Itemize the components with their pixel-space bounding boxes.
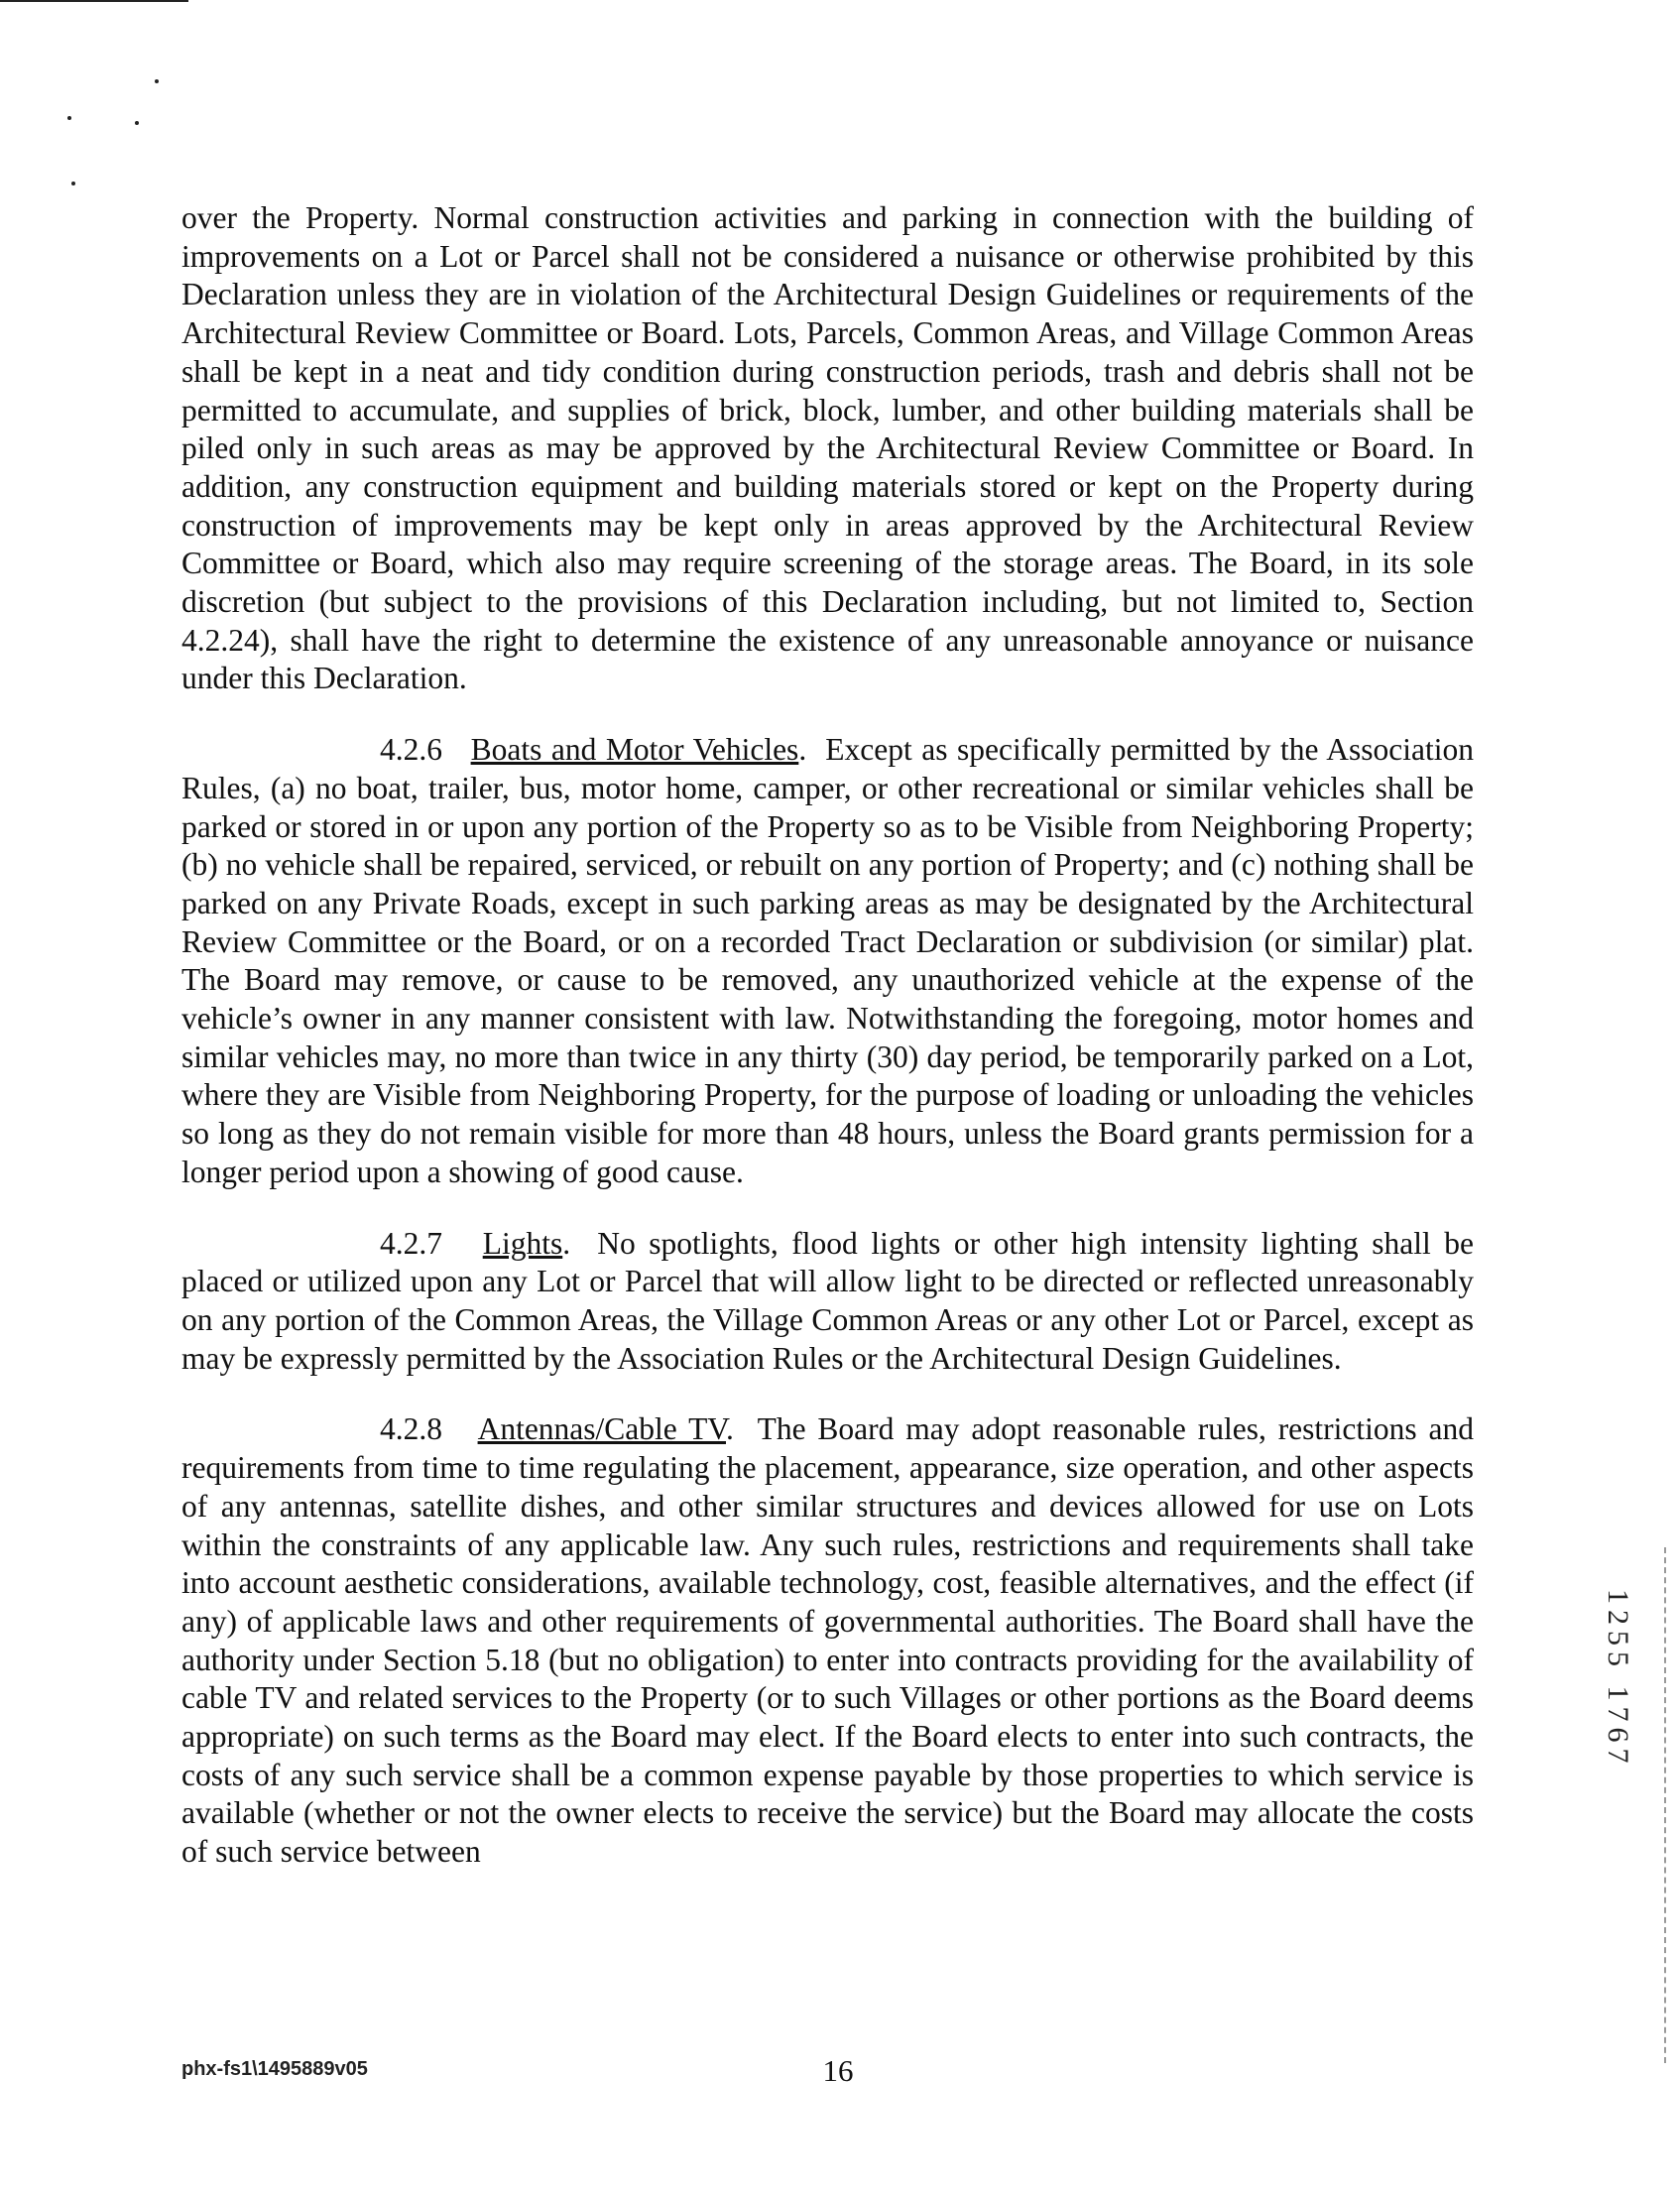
section-heading: Boats and Motor Vehicles <box>470 732 799 768</box>
footer-document-id: phx-fs1\1495889v05 <box>181 2058 368 2080</box>
section-text: No spotlights, flood lights or other high intensity lighting shall be placed or utilized upon any Lot or Parcel that will allow light to be directed or reflected unreasonably on any portion of the Common Areas, the Village Common Areas or any other Lot or Parcel, except as may be expressly permitted by the Association Rules or the Architectural Design Guidelines. <box>181 1225 1474 1376</box>
recording-stamp <box>1599 1589 1638 1986</box>
recording-stamp-number: 1255 1767 <box>1602 1589 1634 1770</box>
paragraph-text: over the Property. Normal construction activities and parking in connection with the building of improvements on a Lot or Parcel shall not be considered a nuisance or otherwise prohibited by this Declaration unless they are in violation of the Architectural Design Guidelines or requirements of the Architectural Review Committee or Board. Lots, Parcels, Common Areas, and Village Common Areas shall be kept in a neat and tidy condition during construction periods, trash and debris shall not be permitted to accumulate, and supplies of brick, block, lumber, and other building materials shall be piled only in such areas as may be approved by the Architectural Review Committee or Board. In addition, any construction equipment and building materials stored or kept on the Property during construction of improvements may be kept only in areas approved by the Architectural Review Committee or Board, which also may require screening of the storage areas. The Board, in its sole discretion (but subject to the provisions of this Declaration including, but not limited to, Section 4.2.24), shall have the right to determine the existence of any unreasonable annoyance or nuisance under this Declaration. <box>181 200 1474 696</box>
section-4-2-8: 4.2.8 Antennas/Cable TV. The Board may adopt reasonable rules, restrictions and requirements from time to time regulating the placement, appearance, size operation, and other aspects of any antennas, satellite dishes, and other similar structures and devices allowed for use on Lots within the constraints of any applicable law. Any such rules, restrictions and requirements shall take into account aesthetic considerations, available technology, cost, feasible alternatives, and the effect (if any) of applicable laws and other requirements of governmental authorities. The Board shall have the authority under Section 5.18 (but no obligation) to enter into contracts providing for the availability of cable TV and related services to the Property (or to such Villages or other portions as the Board deems appropriate) on such terms as the Board may elect. If the Board elects to enter into such contracts, the costs of any such service shall be a common expense payable by those properties to which service is available (whether or not the owner elects to receive the service) but the Board may allocate the costs of such service between <box>181 1411 1474 1870</box>
section-number: 4.2.8 <box>380 1411 442 1447</box>
section-text: The Board may adopt reasonable rules, restrictions and requirements from time to time regulating the placement, appearance, size operation, and other aspects of any antennas, satellite dishes, and other similar structures and devices allowed for use on Lots within the constraints of any applicable law. Any such rules, restrictions and requirements shall take into account aesthetic considerations, available technology, cost, feasible alternatives, and the effect (if any) of applicable laws and other requirements of governmental authorities. The Board shall have the authority under Section 5.18 (but no obligation) to enter into contracts providing for the availability of cable TV and related services to the Property (or to such Villages or other portions as the Board deems appropriate) on such terms as the Board may elect. If the Board elects to enter into such contracts, the costs of any such service shall be a common expense payable by those properties to which service is available (whether or not the owner elects to receive the service) but the Board may allocate the costs of such service between <box>181 1411 1474 1870</box>
section-text: Except as specifically permitted by the Association Rules, (a) no boat, trailer, bus, motor home, camper, or other recreational or similar vehicles shall be parked or stored in or upon any portion of the Property so as to be Visible from Neighboring Property; (b) no vehicle shall be repaired, serviced, or rebuilt on any portion of Property; and (c) nothing shall be parked on any Private Roads, except in such parking areas as may be designated by the Architectural Review Committee or the Board, or on a recorded Tract Declaration or subdivision (or similar) plat. The Board may remove, or cause to be removed, any unauthorized vehicle at the expense of the vehicle’s owner in any manner consistent with law. Notwithstanding the foregoing, motor homes and similar vehicles may, no more than twice in any thirty (30) day period, be temporarily parked on a Lot, where they are Visible from Neighboring Property, for the purpose of loading or unloading the vehicles so long as they do not remain visible for more than 48 hours, unless the Board grants permission for a longer period upon a showing of good cause. <box>181 732 1474 1189</box>
scan-artifact-dot <box>71 182 75 185</box>
scan-artifact-dot <box>135 121 139 125</box>
section-heading: Antennas/Cable TV <box>477 1411 726 1447</box>
section-number: 4.2.6 <box>380 732 442 768</box>
section-number: 4.2.7 <box>380 1225 442 1261</box>
scan-artifact-top-line <box>0 0 188 2</box>
section-heading: Lights <box>482 1225 563 1261</box>
scan-artifact-right-edge <box>1661 1547 1666 2063</box>
document-body <box>181 199 1474 1904</box>
section-4-2-7: 4.2.7 Lights. No spotlights, flood lights or other high intensity lighting shall be placed or utilized upon any Lot or Parcel that will allow light to be directed or reflected unreasonably on any portion of the Common Areas, the Village Common Areas or any other Lot or Parcel, except as may be expressly permitted by the Association Rules or the Architectural Design Guidelines. <box>181 1225 1474 1376</box>
section-4-2-6: 4.2.6 Boats and Motor Vehicles. Except as specifically permitted by the Association Rules, (a) no boat, trailer, bus, motor home, camper, or other recreational or similar vehicles shall be parked or stored in or upon any portion of the Property so as to be Visible from Neighboring Property; (b) no vehicle shall be repaired, serviced, or rebuilt on any portion of Property; and (c) nothing shall be parked on any Private Roads, except in such parking areas as may be designated by the Architectural Review Committee or the Board, or on a recorded Tract Declaration or subdivision (or similar) plat. The Board may remove, or cause to be removed, any unauthorized vehicle at the expense of the vehicle’s owner in any manner consistent with law. Notwithstanding the foregoing, motor homes and similar vehicles may, no more than twice in any thirty (30) day period, be temporarily parked on a Lot, where they are Visible from Neighboring Property, for the purpose of loading or unloading the vehicles so long as they do not remain visible for more than 48 hours, unless the Board grants permission for a longer period upon a showing of good cause. <box>181 732 1474 1189</box>
page-number: 16 <box>822 2053 854 2088</box>
paragraph-continuation <box>181 199 1474 698</box>
scan-artifact-dot <box>155 79 159 83</box>
scan-artifact-dot <box>67 116 71 120</box>
